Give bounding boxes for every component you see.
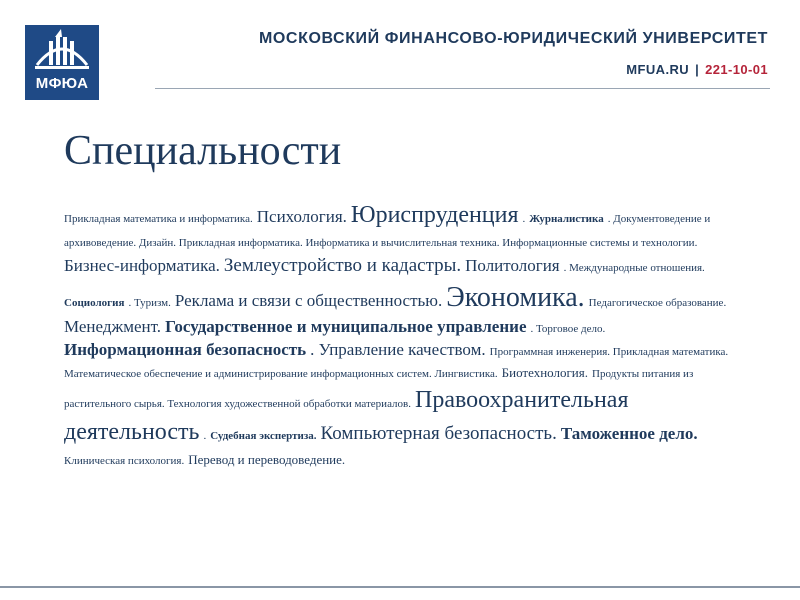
page-title: Специальности — [64, 128, 342, 174]
specialty-item: . Документоведение и архивоведение. Дизайн. Прикладная информатика. Информатика и вычислительная техника. Информационные системы и технологии. — [64, 213, 711, 250]
specialty-item: Политология — [465, 255, 560, 275]
specialty-item: Информационная безопасность — [64, 340, 307, 360]
specialty-item: Психология. — [256, 207, 347, 226]
phone-number[interactable]: 221-10-01 — [705, 62, 768, 77]
header-divider — [155, 88, 770, 89]
specialty-item: Государственное и муниципальное управление — [165, 317, 527, 337]
specialties-word-cloud — [64, 199, 746, 470]
specialty-item: Продукты питания из растительного сырья. Технология художественной обработки материалов. — [64, 368, 694, 410]
specialty-item: Педагогическое образование. — [588, 296, 727, 309]
university-building-icon — [25, 25, 99, 77]
specialty-item: . Управление качеством. — [310, 340, 486, 360]
specialty-item: . Торговое дело. — [530, 323, 606, 336]
specialty-item: . Туризм. — [128, 296, 171, 309]
specialty-item: Реклама и связи с общественностью. — [174, 290, 443, 310]
logo-text: МФЮА — [35, 75, 89, 92]
university-name: МОСКОВСКИЙ ФИНАНСОВО-ЮРИДИЧЕСКИЙ УНИВЕРСИТЕТ — [258, 30, 768, 47]
site-link[interactable]: MFUA.RU — [626, 62, 690, 77]
specialty-item: . Международные отношения. — [563, 261, 705, 274]
specialty-item: . — [522, 213, 526, 225]
specialty-item: Судебная экспертиза. — [210, 430, 317, 443]
specialty-item: Компьютерная безопасность. — [320, 423, 557, 445]
specialty-item: Таможенное дело. — [560, 424, 698, 444]
specialty-item: Программная инженерия. Прикладная математика. Математическое обеспечение и администрирование информационных систем. Лингвистика. — [64, 346, 729, 381]
specialty-item: Социология — [64, 296, 125, 309]
specialty-item: Перевод и переводоведение. — [188, 451, 346, 467]
specialty-item: . — [203, 430, 207, 443]
specialty-item: Журналистика — [529, 213, 604, 225]
specialty-item: Биотехнология. — [501, 365, 588, 381]
mfua-logo[interactable] — [25, 25, 99, 100]
specialty-item: Экономика. — [446, 281, 585, 313]
specialty-item: Менеджмент. — [64, 317, 162, 337]
contact-line — [626, 62, 768, 77]
footer-divider — [0, 586, 800, 588]
specialty-item: Бизнес-информатика. — [64, 255, 220, 275]
specialty-item: Прикладная математика и информатика. — [64, 213, 253, 225]
contact-separator: | — [695, 62, 700, 77]
specialty-item: Клиническая психология. — [64, 454, 185, 467]
specialty-item: Землеустройство и кадастры. — [223, 254, 462, 276]
specialty-item: Правоохранительная деятельность — [64, 386, 629, 446]
specialty-item: Юриспруденция — [350, 202, 519, 228]
